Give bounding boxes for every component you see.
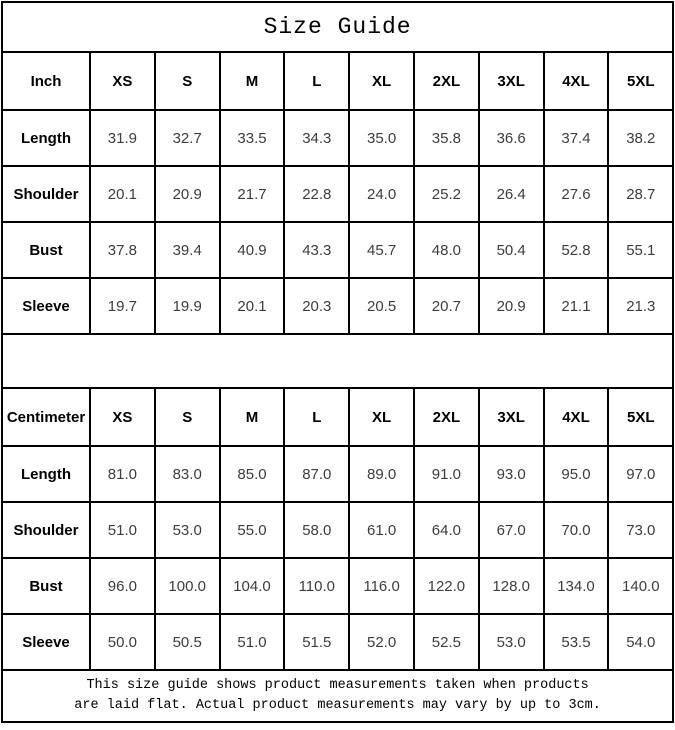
size-column-header: XL — [349, 52, 414, 110]
footer-note-line1: This size guide shows product measurements taken when products — [86, 677, 589, 693]
measurement-value: 53.0 — [479, 614, 544, 670]
unit-label: Inch — [2, 52, 90, 110]
measurement-value: 81.0 — [90, 446, 155, 502]
measurement-value: 54.0 — [608, 614, 673, 670]
measurement-value: 53.5 — [544, 614, 609, 670]
measurement-value: 52.0 — [349, 614, 414, 670]
measurement-value: 19.7 — [90, 278, 155, 334]
measurement-value: 53.0 — [155, 502, 220, 558]
measurement-value: 51.0 — [90, 502, 155, 558]
measurement-value: 89.0 — [349, 446, 414, 502]
measurement-value: 85.0 — [220, 446, 285, 502]
measurement-value: 97.0 — [608, 446, 673, 502]
measurement-value: 51.5 — [284, 614, 349, 670]
footer-row — [2, 670, 673, 722]
measurement-value: 134.0 — [544, 558, 609, 614]
measurement-value: 50.0 — [90, 614, 155, 670]
size-column-header: 2XL — [414, 388, 479, 446]
measurement-label: Sleeve — [2, 278, 90, 334]
measurement-value: 83.0 — [155, 446, 220, 502]
measurement-row — [2, 558, 673, 614]
measurement-row — [2, 166, 673, 222]
measurement-value: 38.2 — [608, 110, 673, 166]
size-column-header: M — [220, 388, 285, 446]
footer-note-line2: are laid flat. Actual product measurements may vary by up to 3cm. — [74, 698, 601, 713]
measurement-value: 21.1 — [544, 278, 609, 334]
measurement-value: 21.3 — [608, 278, 673, 334]
measurement-value: 20.9 — [479, 278, 544, 334]
size-column-header: XS — [90, 52, 155, 110]
measurement-value: 40.9 — [220, 222, 285, 278]
size-column-header: XS — [90, 388, 155, 446]
size-column-header: 4XL — [544, 52, 609, 110]
inch-table-section — [2, 52, 673, 334]
measurement-value: 55.0 — [220, 502, 285, 558]
measurement-label: Length — [2, 446, 90, 502]
title-row — [2, 2, 673, 52]
measurement-value: 21.7 — [220, 166, 285, 222]
size-column-header: 4XL — [544, 388, 609, 446]
measurement-value: 45.7 — [349, 222, 414, 278]
measurement-value: 116.0 — [349, 558, 414, 614]
measurement-value: 140.0 — [608, 558, 673, 614]
size-column-header: 3XL — [479, 52, 544, 110]
measurement-value: 96.0 — [90, 558, 155, 614]
measurement-value: 93.0 — [479, 446, 544, 502]
measurement-value: 20.1 — [90, 166, 155, 222]
measurement-label: Shoulder — [2, 502, 90, 558]
measurement-row — [2, 278, 673, 334]
measurement-row — [2, 110, 673, 166]
measurement-value: 37.8 — [90, 222, 155, 278]
measurement-value: 51.0 — [220, 614, 285, 670]
size-column-header: 3XL — [479, 388, 544, 446]
measurement-label: Bust — [2, 558, 90, 614]
measurement-value: 67.0 — [479, 502, 544, 558]
spacer-cell — [2, 334, 673, 388]
size-column-header: S — [155, 388, 220, 446]
measurement-value: 52.5 — [414, 614, 479, 670]
measurement-value: 55.1 — [608, 222, 673, 278]
measurement-value: 50.5 — [155, 614, 220, 670]
measurement-value: 110.0 — [284, 558, 349, 614]
size-guide-table — [1, 1, 674, 723]
measurement-value: 28.7 — [608, 166, 673, 222]
measurement-label: Sleeve — [2, 614, 90, 670]
title-section — [2, 2, 673, 52]
size-header-row — [2, 388, 673, 446]
measurement-value: 26.4 — [479, 166, 544, 222]
measurement-value: 34.3 — [284, 110, 349, 166]
measurement-value: 19.9 — [155, 278, 220, 334]
size-column-header: S — [155, 52, 220, 110]
measurement-value: 52.8 — [544, 222, 609, 278]
measurement-row — [2, 502, 673, 558]
measurement-label: Length — [2, 110, 90, 166]
measurement-row — [2, 222, 673, 278]
measurement-value: 87.0 — [284, 446, 349, 502]
measurement-row — [2, 446, 673, 502]
size-column-header: 5XL — [608, 388, 673, 446]
size-column-header: M — [220, 52, 285, 110]
measurement-value: 20.7 — [414, 278, 479, 334]
measurement-value: 104.0 — [220, 558, 285, 614]
measurement-row — [2, 614, 673, 670]
measurement-value: 64.0 — [414, 502, 479, 558]
measurement-value: 24.0 — [349, 166, 414, 222]
footer-note — [2, 670, 673, 722]
size-column-header: 5XL — [608, 52, 673, 110]
measurement-value: 22.8 — [284, 166, 349, 222]
measurement-value: 35.0 — [349, 110, 414, 166]
measurement-value: 100.0 — [155, 558, 220, 614]
measurement-value: 25.2 — [414, 166, 479, 222]
size-column-header: L — [284, 388, 349, 446]
measurement-value: 73.0 — [608, 502, 673, 558]
page-title: Size Guide — [2, 2, 673, 52]
measurement-value: 61.0 — [349, 502, 414, 558]
measurement-value: 20.3 — [284, 278, 349, 334]
footer-section — [2, 670, 673, 722]
measurement-value: 91.0 — [414, 446, 479, 502]
measurement-value: 50.4 — [479, 222, 544, 278]
measurement-value: 43.3 — [284, 222, 349, 278]
spacer-section — [2, 334, 673, 388]
measurement-value: 20.9 — [155, 166, 220, 222]
measurement-value: 35.8 — [414, 110, 479, 166]
measurement-value: 70.0 — [544, 502, 609, 558]
size-header-row — [2, 52, 673, 110]
measurement-value: 58.0 — [284, 502, 349, 558]
measurement-value: 20.1 — [220, 278, 285, 334]
measurement-value: 27.6 — [544, 166, 609, 222]
measurement-value: 33.5 — [220, 110, 285, 166]
measurement-label: Bust — [2, 222, 90, 278]
measurement-value: 32.7 — [155, 110, 220, 166]
measurement-value: 39.4 — [155, 222, 220, 278]
size-column-header: L — [284, 52, 349, 110]
measurement-label: Shoulder — [2, 166, 90, 222]
measurement-value: 48.0 — [414, 222, 479, 278]
centimeter-table-section — [2, 388, 673, 670]
unit-label: Centimeter — [2, 388, 90, 446]
size-column-header: XL — [349, 388, 414, 446]
measurement-value: 20.5 — [349, 278, 414, 334]
size-column-header: 2XL — [414, 52, 479, 110]
measurement-value: 95.0 — [544, 446, 609, 502]
measurement-value: 128.0 — [479, 558, 544, 614]
measurement-value: 37.4 — [544, 110, 609, 166]
measurement-value: 31.9 — [90, 110, 155, 166]
measurement-value: 122.0 — [414, 558, 479, 614]
spacer-row — [2, 334, 673, 388]
measurement-value: 36.6 — [479, 110, 544, 166]
